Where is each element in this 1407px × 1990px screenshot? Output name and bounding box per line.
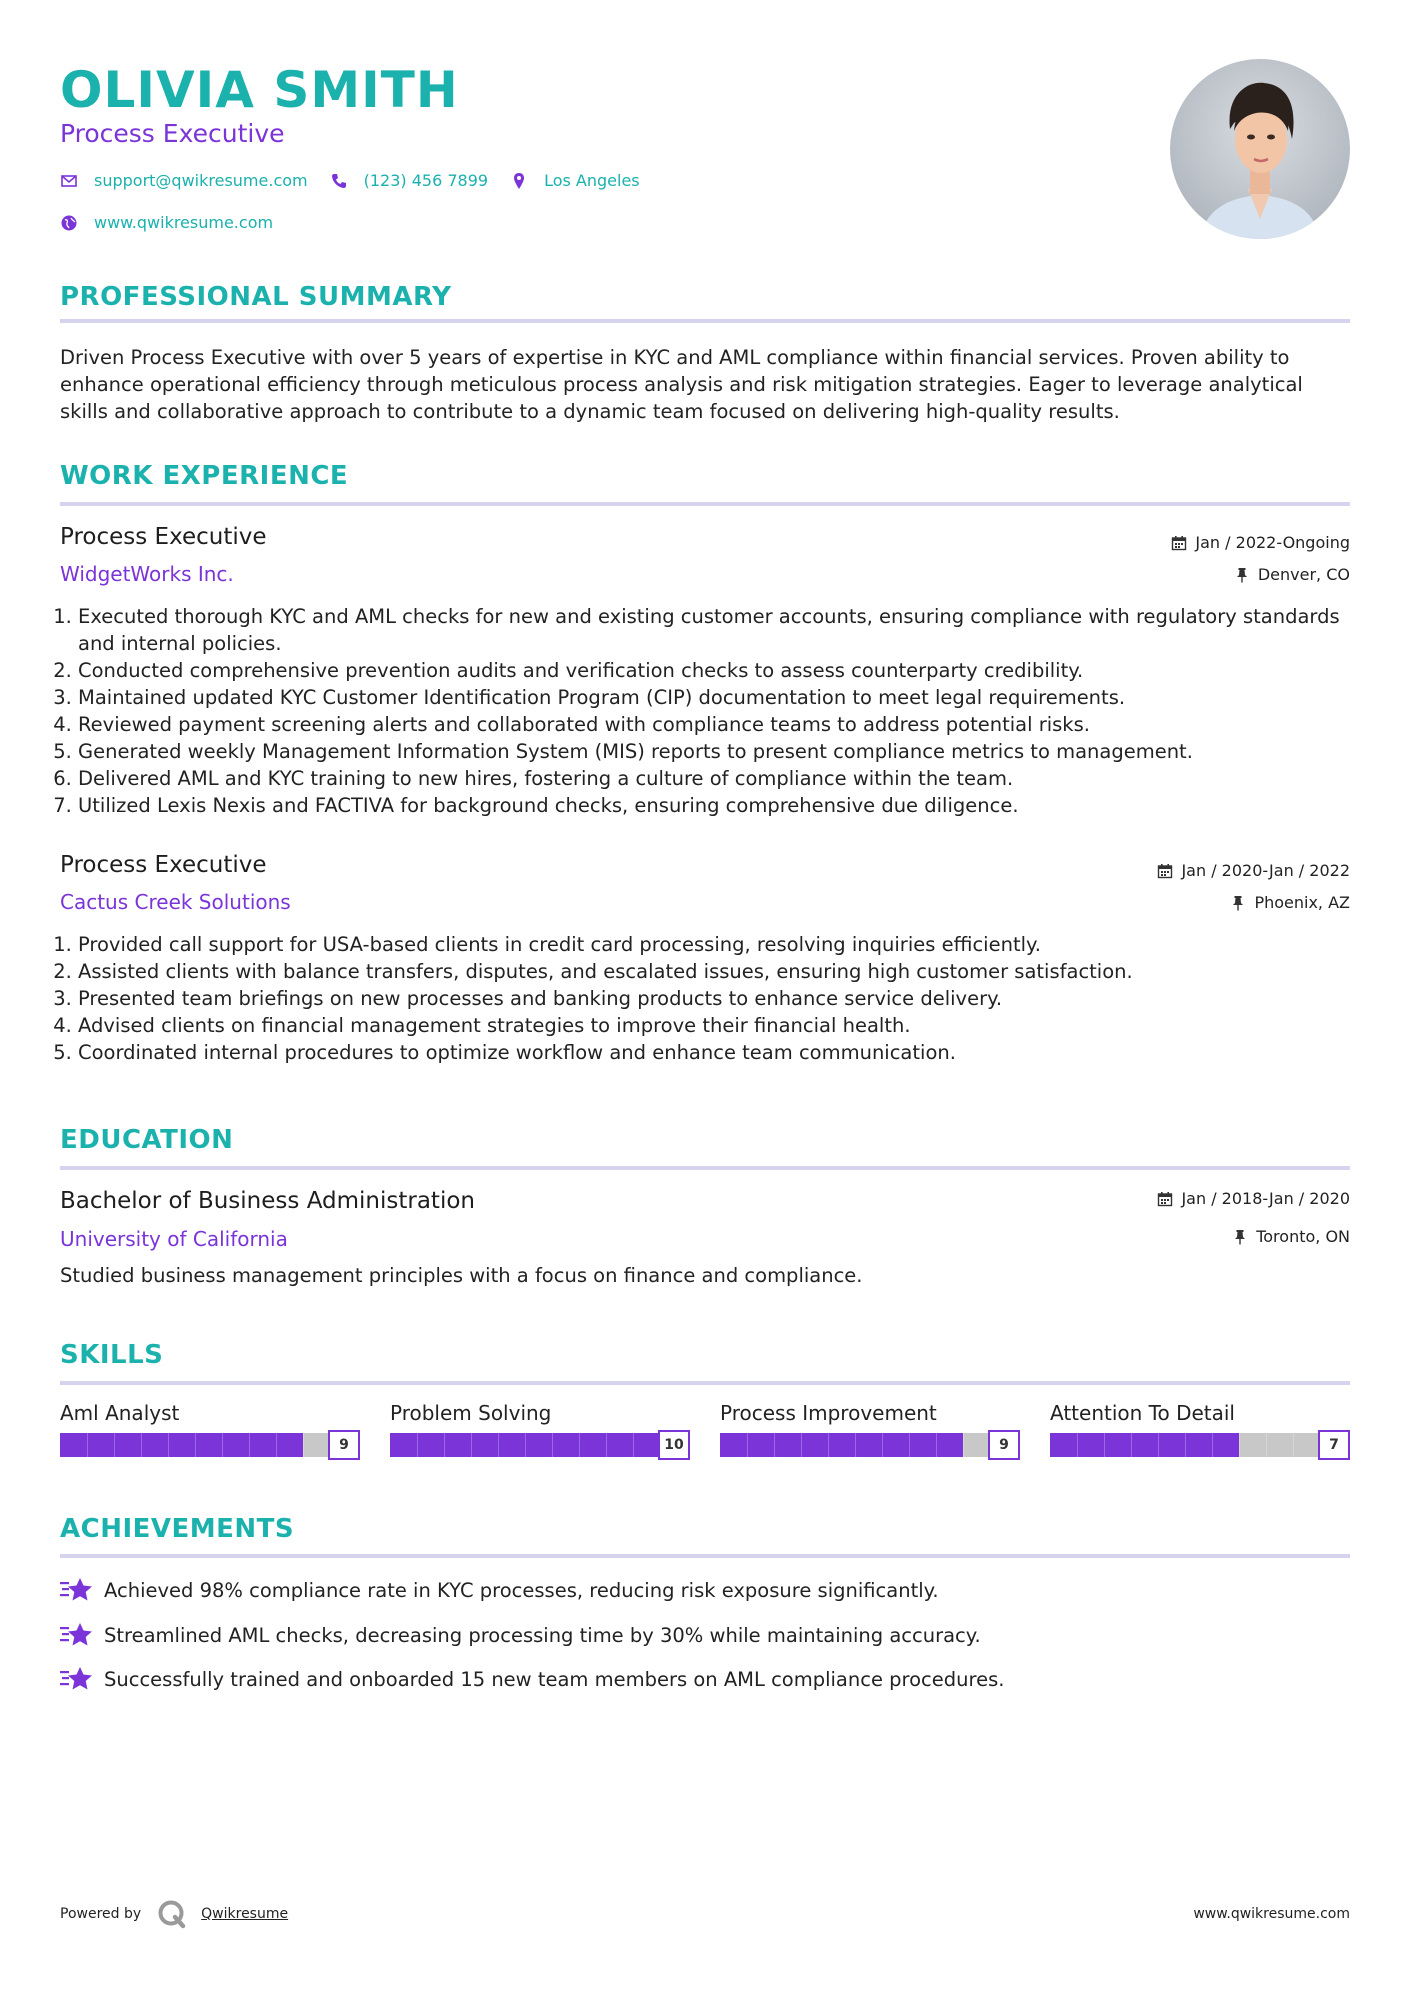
footer-powered-by xyxy=(60,1899,288,1929)
envelope-icon xyxy=(60,172,78,190)
map-pin-icon xyxy=(510,172,528,190)
job-2-location-text: Phoenix, AZ xyxy=(1254,893,1350,912)
job-1-bullet-7: 7. Utilized Lexis Nexis and FACTIVA for background checks, ensuring comprehensive due diligence. xyxy=(78,792,1350,819)
skill-score: 7 xyxy=(1318,1430,1350,1460)
phone-text: (123) 456 7899 xyxy=(363,171,489,190)
skill-bar-segment xyxy=(579,1433,580,1457)
star-icon xyxy=(60,1665,94,1693)
contact-row-2 xyxy=(60,213,295,232)
work-heading: WORK EXPERIENCE xyxy=(60,461,349,491)
skill-bar xyxy=(60,1430,360,1460)
skill-name: Process Improvement xyxy=(720,1401,937,1425)
skill-bar-segment xyxy=(855,1433,856,1457)
skill-bar-segment xyxy=(828,1433,829,1457)
skills-divider xyxy=(60,1381,1350,1385)
achievements-heading: ACHIEVEMENTS xyxy=(60,1514,295,1544)
skill-bar-segment xyxy=(774,1433,775,1457)
skill-bar-segment xyxy=(1185,1433,1186,1457)
phone-icon xyxy=(330,172,348,190)
contact-row-1 xyxy=(60,171,662,190)
job-2-dates-text: Jan / 2020-Jan / 2022 xyxy=(1181,861,1350,880)
job-1-bullet-3: 3. Maintained updated KYC Customer Identification Program (CIP) documentation to meet legal requirements. xyxy=(78,684,1350,711)
skill-bar-fill xyxy=(720,1433,963,1457)
skill-bar-segment xyxy=(87,1433,88,1457)
education-divider xyxy=(60,1166,1350,1170)
profile-photo xyxy=(1170,59,1350,239)
education-location xyxy=(1232,1226,1350,1248)
skill-bar-segment xyxy=(1158,1433,1159,1457)
achievement-item xyxy=(60,1621,981,1649)
skill-bar xyxy=(1050,1430,1350,1460)
website-link[interactable]: www.qwikresume.com xyxy=(94,213,274,232)
achievement-text: Streamlined AML checks, decreasing processing time by 30% while maintaining accuracy. xyxy=(104,1623,981,1647)
job-1-bullet-6: 6. Delivered AML and KYC training to new hires, fostering a culture of compliance within the team. xyxy=(78,765,1350,792)
skill-name: Attention To Detail xyxy=(1050,1401,1235,1425)
skill-bar-segment xyxy=(276,1433,277,1457)
skill-bar-segment xyxy=(195,1433,196,1457)
job-2-dates xyxy=(1157,860,1350,882)
email-link[interactable]: support@qwikresume.com xyxy=(94,171,308,190)
star-icon xyxy=(60,1621,94,1649)
education-dates xyxy=(1157,1188,1350,1210)
skill-bar xyxy=(390,1430,690,1460)
achievement-text: Achieved 98% compliance rate in KYC processes, reducing risk exposure significantly. xyxy=(104,1578,939,1602)
candidate-title: Process Executive xyxy=(60,119,285,148)
footer-website-link[interactable]: www.qwikresume.com xyxy=(1193,1906,1350,1922)
skill-score: 9 xyxy=(988,1430,1020,1460)
education-school: University of California xyxy=(60,1227,288,1251)
skill-bar-segment xyxy=(747,1433,748,1457)
education-description: Studied business management principles with a focus on finance and compliance. xyxy=(60,1264,863,1287)
job-1-dates xyxy=(1171,532,1350,554)
skill-bar-fill xyxy=(1050,1433,1239,1457)
skill-bar-segment xyxy=(1293,1433,1294,1457)
star-icon xyxy=(60,1576,94,1604)
job-1-bullets xyxy=(60,603,1350,819)
skill-item xyxy=(60,1400,360,1460)
skill-bar-segment xyxy=(552,1433,553,1457)
job-2-bullet-2: 2. Assisted clients with balance transfers, disputes, and escalated issues, ensuring high customer satisfaction. xyxy=(78,958,1350,985)
skills-list xyxy=(60,1400,1350,1460)
job-2-company: Cactus Creek Solutions xyxy=(60,890,291,914)
job-1-dates-text: Jan / 2022-Ongoing xyxy=(1195,533,1350,552)
summary-heading: PROFESSIONAL SUMMARY xyxy=(60,282,452,312)
achievement-text: Successfully trained and onboarded 15 new team members on AML compliance procedures. xyxy=(104,1667,1005,1691)
skill-bar-segment xyxy=(1104,1433,1105,1457)
job-2-bullet-3: 3. Presented team briefings on new processes and banking products to enhance service delivery. xyxy=(78,985,1350,1012)
job-2-bullet-5: 5. Coordinated internal procedures to optimize workflow and enhance team communication. xyxy=(78,1039,1350,1066)
education-dates-text: Jan / 2018-Jan / 2020 xyxy=(1181,1189,1350,1208)
education-degree: Bachelor of Business Administration xyxy=(60,1188,475,1214)
achievement-item xyxy=(60,1576,939,1604)
job-1-location xyxy=(1234,564,1350,586)
work-divider xyxy=(60,502,1350,506)
calendar-icon xyxy=(1171,535,1187,551)
job-1-role: Process Executive xyxy=(60,524,267,550)
skill-bar-segment xyxy=(606,1433,607,1457)
location-text: Los Angeles xyxy=(544,171,640,190)
skill-bar-segment xyxy=(1239,1433,1240,1457)
summary-text: Driven Process Executive with over 5 years of expertise in KYC and AML compliance within financial services. Proven ability to enhance operational efficiency through meticulous process analysis and risk mitigation strategies. Eager to leverage analytical skills and collaborative approach to contribute to a dynamic team focused on delivering high-quality results. xyxy=(60,346,1303,423)
skill-bar-segment xyxy=(1077,1433,1078,1457)
calendar-icon xyxy=(1157,1191,1173,1207)
summary-divider xyxy=(60,319,1350,323)
qwikresume-brand-link[interactable]: Qwikresume xyxy=(201,1906,289,1922)
skill-bar-segment xyxy=(882,1433,883,1457)
skill-bar-segment xyxy=(444,1433,445,1457)
globe-icon xyxy=(60,214,78,232)
pushpin-icon xyxy=(1234,567,1250,583)
job-1-bullet-5: 5. Generated weekly Management Information System (MIS) reports to present compliance metrics to management. xyxy=(78,738,1350,765)
skill-score: 10 xyxy=(658,1430,690,1460)
job-2-role: Process Executive xyxy=(60,852,267,878)
skill-bar-segment xyxy=(417,1433,418,1457)
pushpin-icon xyxy=(1232,1229,1248,1245)
skill-bar-segment xyxy=(633,1433,634,1457)
job-1-bullet-4: 4. Reviewed payment screening alerts and collaborated with compliance teams to address potential risks. xyxy=(78,711,1350,738)
powered-by-label: Powered by xyxy=(60,1906,142,1922)
job-1-bullet-1: 1. Executed thorough KYC and AML checks for new and existing customer accounts, ensuring compliance with regulatory standards and internal policies. xyxy=(78,603,1350,657)
skill-bar-segment xyxy=(249,1433,250,1457)
qwikresume-logo-icon xyxy=(157,1899,187,1929)
skill-bar-segment xyxy=(909,1433,910,1457)
skill-item xyxy=(720,1400,1020,1460)
skill-bar-segment xyxy=(1266,1433,1267,1457)
skill-bar-segment xyxy=(1212,1433,1213,1457)
skill-bar-segment xyxy=(498,1433,499,1457)
skill-name: Aml Analyst xyxy=(60,1401,180,1425)
skill-bar-segment xyxy=(963,1433,964,1457)
job-2-bullet-4: 4. Advised clients on financial management strategies to improve their financial health. xyxy=(78,1012,1350,1039)
skill-bar-fill xyxy=(60,1433,303,1457)
calendar-icon xyxy=(1157,863,1173,879)
achievement-item xyxy=(60,1665,1004,1693)
skill-bar-segment xyxy=(471,1433,472,1457)
education-heading: EDUCATION xyxy=(60,1125,234,1155)
job-2-location xyxy=(1230,892,1350,914)
skill-bar-segment xyxy=(1131,1433,1132,1457)
skills-heading: SKILLS xyxy=(60,1340,164,1370)
skill-bar-segment xyxy=(168,1433,169,1457)
skill-bar-segment xyxy=(222,1433,223,1457)
job-2-bullet-1: 1. Provided call support for USA-based clients in credit card processing, resolving inquiries efficiently. xyxy=(78,931,1350,958)
skill-bar-segment xyxy=(303,1433,304,1457)
skill-bar xyxy=(720,1430,1020,1460)
job-1-bullet-2: 2. Conducted comprehensive prevention audits and verification checks to assess counterparty credibility. xyxy=(78,657,1350,684)
skill-bar-segment xyxy=(114,1433,115,1457)
skill-score: 9 xyxy=(328,1430,360,1460)
achievements-divider xyxy=(60,1554,1350,1558)
skill-bar-segment xyxy=(801,1433,802,1457)
job-2-bullets xyxy=(60,931,1350,1066)
education-location-text: Toronto, ON xyxy=(1256,1227,1350,1246)
skill-item xyxy=(390,1400,690,1460)
skill-bar-segment xyxy=(936,1433,937,1457)
job-1-company: WidgetWorks Inc. xyxy=(60,562,234,586)
job-1-location-text: Denver, CO xyxy=(1257,565,1350,584)
pushpin-icon xyxy=(1230,895,1246,911)
skill-item xyxy=(1050,1400,1350,1460)
skill-name: Problem Solving xyxy=(390,1401,552,1425)
candidate-name: OLIVIA SMITH xyxy=(60,61,459,119)
skill-bar-segment xyxy=(141,1433,142,1457)
skill-bar-segment xyxy=(525,1433,526,1457)
